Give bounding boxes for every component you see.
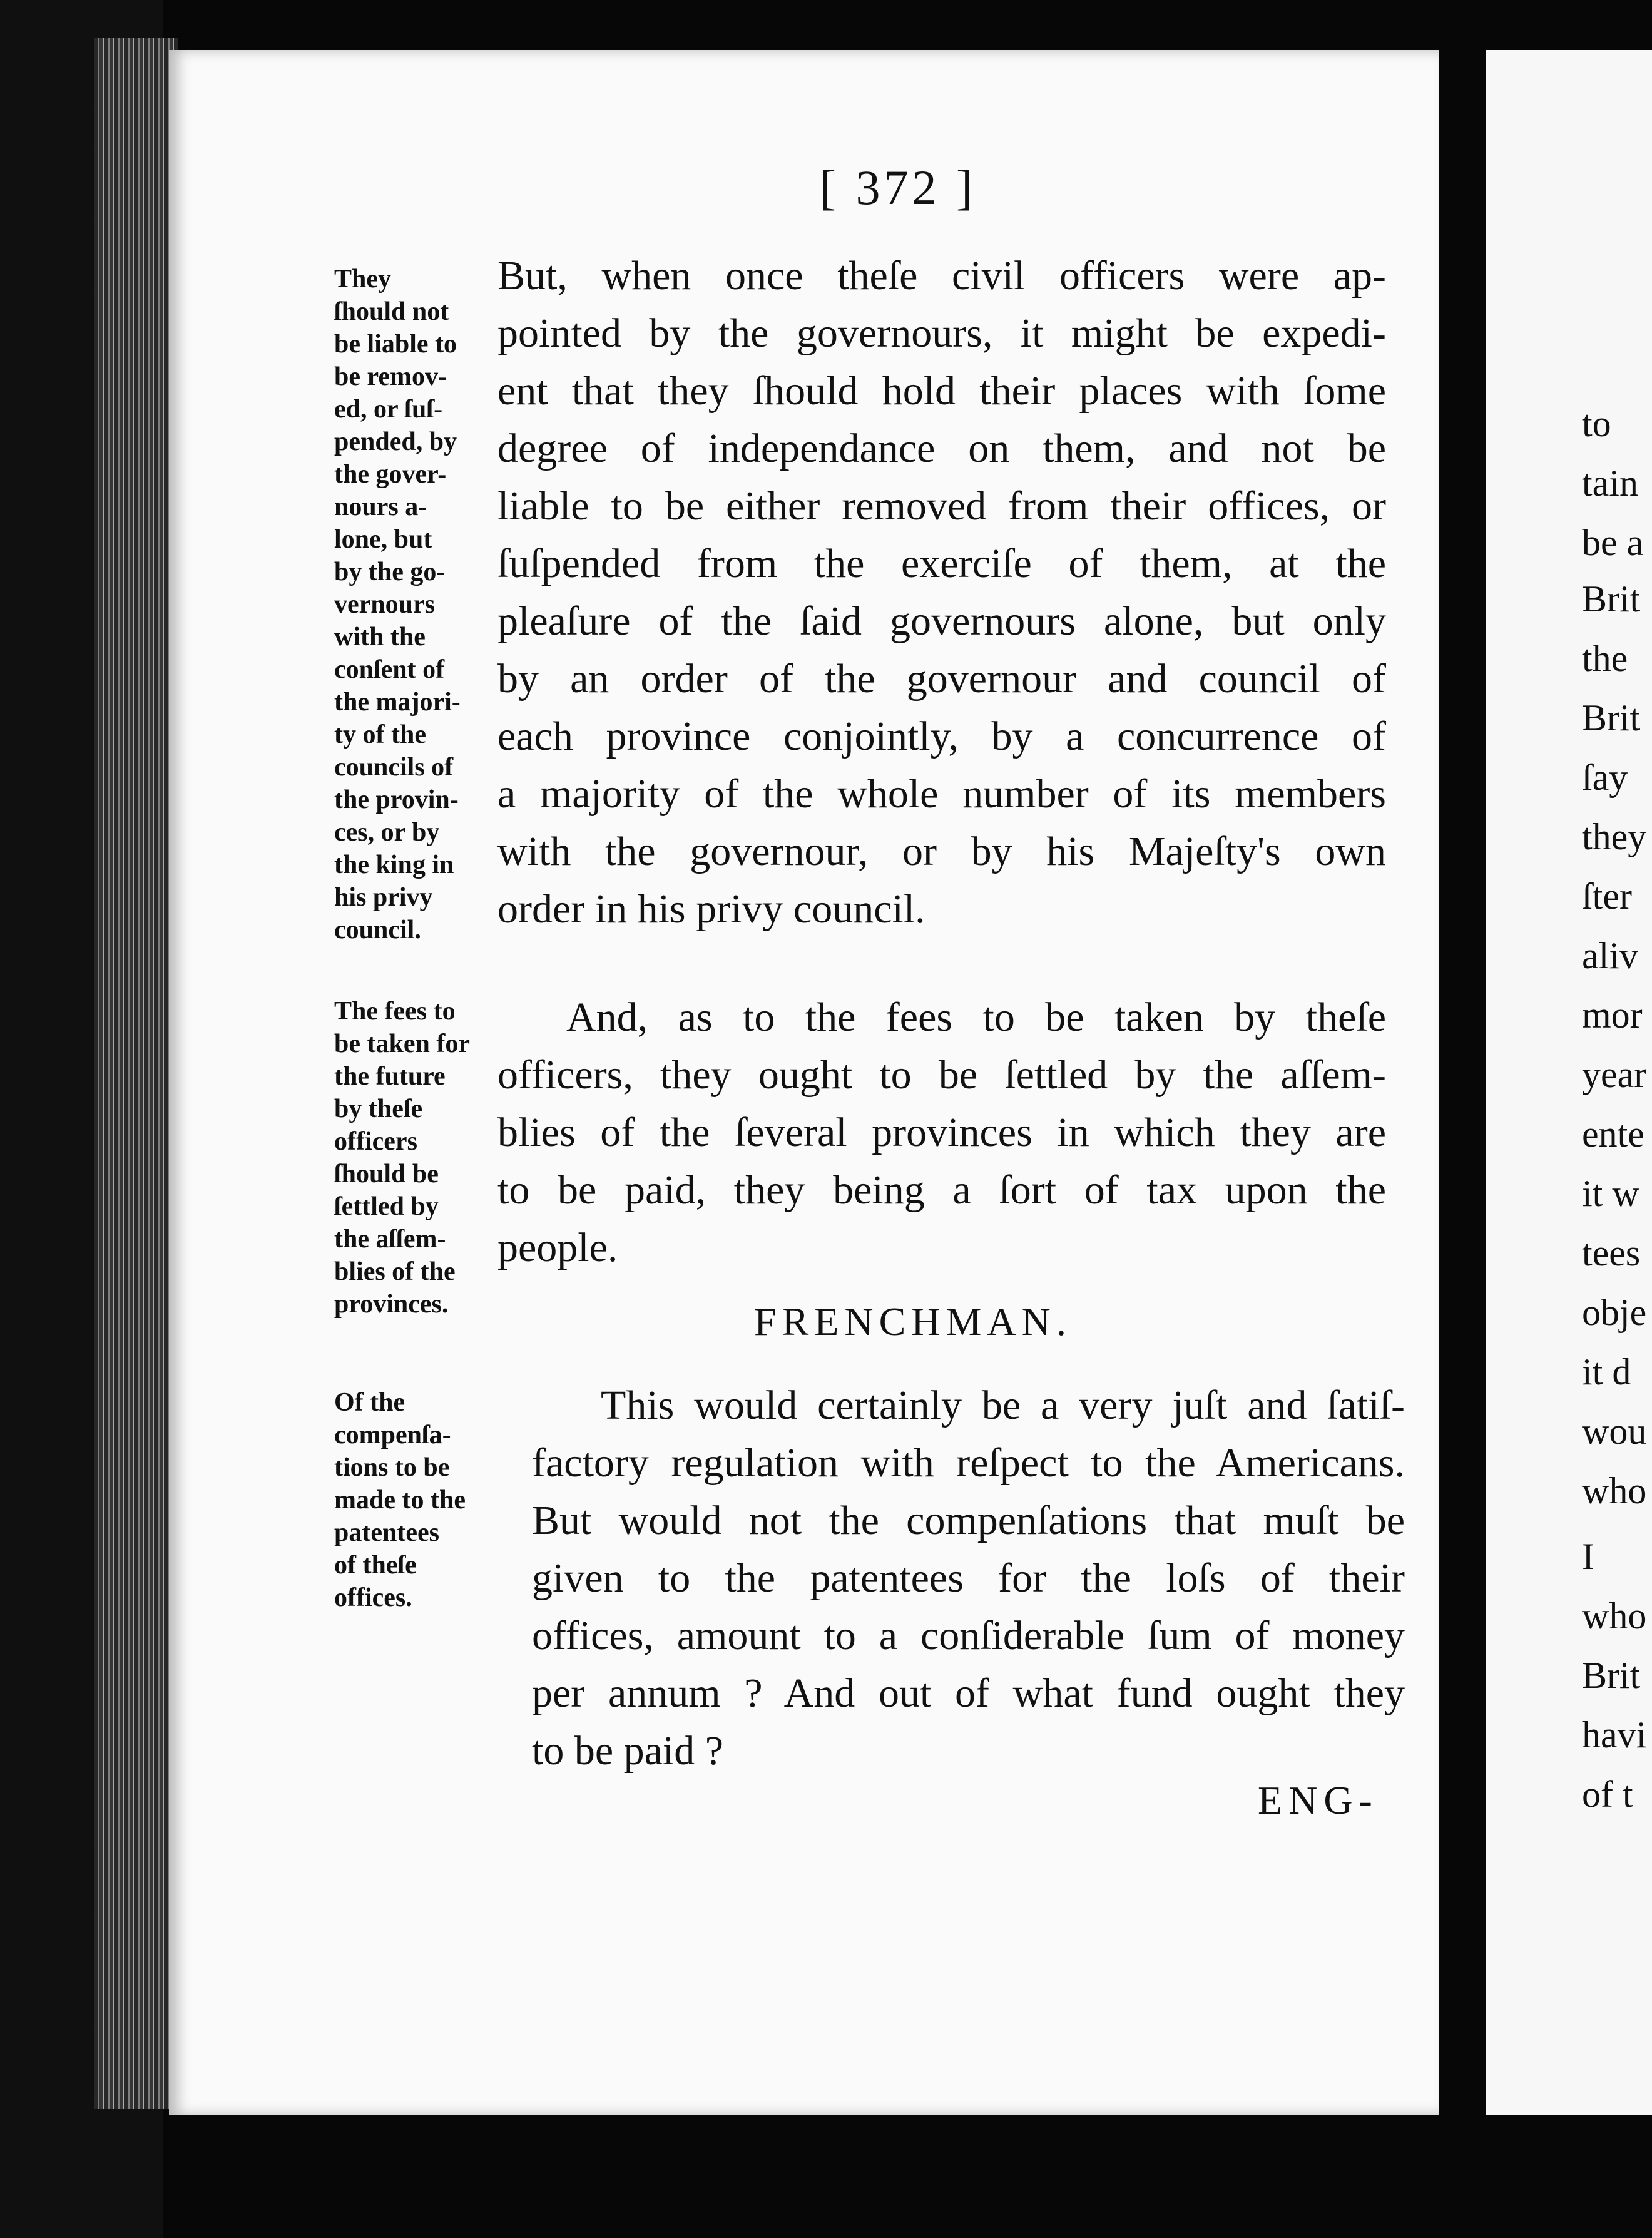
text-line: This would certainly be a very juſt and ſatiſ-: [601, 1382, 1405, 1428]
text-line: factory regulation with reſpect to the Americans.: [532, 1440, 1405, 1486]
text-line: with the: [334, 623, 426, 651]
text-line: a majority of the whole number of its members: [497, 771, 1386, 817]
paragraph-compensations: [532, 1377, 1405, 1780]
text-line: The fees to: [334, 997, 456, 1026]
text-line: ſhould not: [334, 297, 449, 326]
right-page-line: wou: [1582, 1411, 1647, 1452]
text-line: conſent of: [334, 655, 445, 684]
text-line: the majori-: [334, 688, 461, 717]
speaker-heading: FRENCHMAN.: [754, 1299, 1072, 1344]
text-line: ces, or by: [334, 818, 440, 847]
text-line: Of the: [334, 1388, 405, 1417]
text-line: And, as to the fees to be taken by theſe: [566, 994, 1386, 1040]
text-line: the gover-: [334, 460, 447, 489]
text-line: patentees: [334, 1518, 439, 1547]
text-line: degree of independance on them, and not be: [497, 426, 1386, 471]
text-line: ent that they ſhould hold their places with ſome: [497, 368, 1386, 414]
right-page-line: who: [1582, 1595, 1647, 1637]
text-line: with the governour, or by his Majeſty's own: [497, 829, 1386, 874]
text-line: officers, they ought to be ſettled by the aſſem-: [497, 1052, 1386, 1098]
text-line: to be paid, they being a ſort of tax upon the: [497, 1167, 1386, 1213]
right-page-line: Brit: [1582, 578, 1641, 620]
right-page-line: havi: [1582, 1714, 1647, 1755]
margin-note-removal: [334, 263, 522, 946]
text-line: councils of: [334, 753, 454, 782]
right-page-line: tain: [1582, 462, 1638, 504]
text-line: They: [334, 265, 392, 294]
right-page-line: of t: [1582, 1774, 1633, 1815]
text-line: lone, but: [334, 525, 432, 554]
text-line: given to the patentees for the loſs of their: [532, 1555, 1405, 1601]
text-line: ſhould be: [334, 1160, 439, 1188]
text-line: made to the: [334, 1486, 466, 1515]
text-line: ſettled by: [334, 1192, 439, 1221]
text-line: the provin-: [334, 785, 459, 814]
text-line: liable to be either removed from their offices, or: [497, 483, 1386, 529]
text-line: nours a-: [334, 493, 427, 521]
text-line: the king in: [334, 851, 454, 879]
text-line: ed, or ſuſ-: [334, 395, 443, 424]
text-line: officers: [334, 1127, 417, 1156]
right-page-line: Brit: [1582, 697, 1641, 738]
text-line: tions to be: [334, 1453, 450, 1482]
text-line: pended, by: [334, 427, 457, 456]
text-line: people.: [497, 1225, 618, 1270]
text-line: be liable to: [334, 330, 457, 359]
right-page-line: year: [1582, 1054, 1647, 1095]
text-line: of theſe: [334, 1551, 417, 1580]
right-page-line: ſay: [1582, 757, 1628, 798]
right-page-line: I: [1582, 1536, 1594, 1577]
right-page-line: obje: [1582, 1292, 1647, 1333]
catchword: ENG-: [1258, 1778, 1379, 1822]
text-line: But, when once theſe civil officers were ap-: [497, 253, 1386, 299]
text-line: ſuſpended from the exerciſe of them, at the: [497, 541, 1386, 586]
right-page-line: mor: [1582, 994, 1643, 1036]
right-page-line: aliv: [1582, 935, 1638, 976]
text-line: But would not the compenſations that muſt be: [532, 1498, 1405, 1543]
text-line: pleaſure of the ſaid governours alone, but only: [497, 598, 1386, 644]
right-page-line: Brit: [1582, 1655, 1641, 1696]
right-page-line: ſter: [1582, 876, 1632, 917]
right-page-line: to: [1582, 403, 1611, 444]
right-page-line: the: [1582, 638, 1628, 679]
text-line: to be paid ?: [532, 1728, 724, 1774]
text-line: his privy: [334, 883, 433, 912]
text-line: per annum ? And out of what fund ought they: [532, 1670, 1405, 1716]
text-line: ty of the: [334, 720, 426, 749]
right-page-line: they: [1582, 816, 1647, 857]
text-line: offices.: [334, 1583, 412, 1612]
text-line: council.: [334, 916, 421, 944]
margin-note-fees: [334, 995, 522, 1321]
paragraph-fees: [497, 989, 1386, 1277]
text-line: offices, amount to a conſiderable ſum of money: [532, 1613, 1405, 1658]
text-line: blies of the: [334, 1257, 456, 1286]
page-edges: [94, 38, 178, 2109]
text-line: the future: [334, 1062, 446, 1091]
right-page-line: ente: [1582, 1113, 1644, 1155]
right-page-line: be a: [1582, 522, 1644, 563]
text-line: the aſſem-: [334, 1225, 446, 1254]
page-number: [ 372 ]: [820, 160, 976, 215]
text-line: be remov-: [334, 362, 447, 391]
text-line: blies of the ſeveral provinces in which they are: [497, 1110, 1386, 1155]
text-line: by an order of the governour and council of: [497, 656, 1386, 702]
text-line: be taken for: [334, 1030, 470, 1058]
text-line: by theſe: [334, 1095, 423, 1123]
text-line: order in his privy council.: [497, 886, 925, 932]
margin-note-compensations: [334, 1386, 522, 1614]
right-page-line: it w: [1582, 1173, 1639, 1214]
text-line: compenſa-: [334, 1421, 451, 1449]
text-line: provinces.: [334, 1290, 449, 1319]
paragraph-civil-officers: [497, 247, 1386, 938]
text-line: pointed by the governours, it might be expedi-: [497, 310, 1386, 356]
text-line: each province conjointly, by a concurrence of: [497, 713, 1386, 759]
right-page-line: tees: [1582, 1232, 1641, 1274]
right-page-line: who: [1582, 1470, 1647, 1511]
right-page-line: it d: [1582, 1351, 1631, 1392]
text-line: by the go-: [334, 558, 446, 586]
text-line: vernours: [334, 590, 435, 619]
